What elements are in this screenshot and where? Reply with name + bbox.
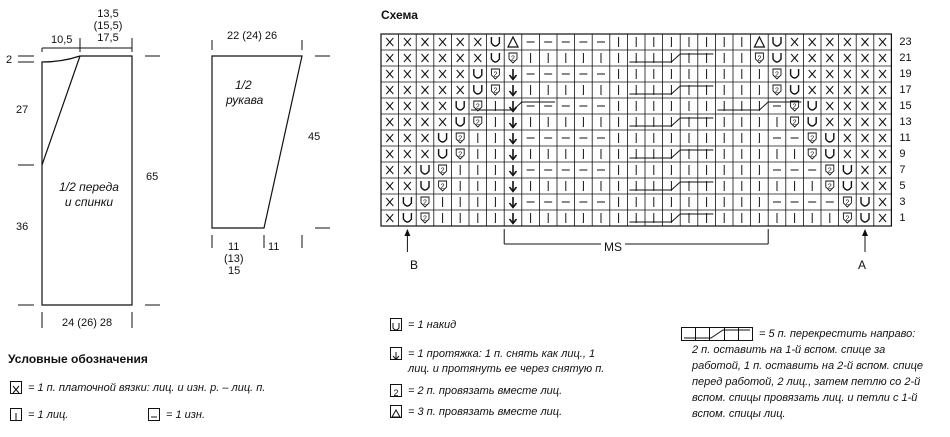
svg-text:2: 2	[792, 119, 797, 127]
cable-cross-symbol-icon	[681, 327, 753, 341]
knit-stitch-symbol-icon	[10, 408, 22, 421]
row-number: 21	[899, 52, 912, 64]
row-number: 1	[899, 212, 906, 224]
svg-text:2: 2	[493, 71, 498, 79]
row-number: 5	[899, 180, 906, 192]
svg-text:2: 2	[440, 167, 445, 175]
legend-purl-text: = 1 изн.	[166, 409, 205, 421]
front-armhole-height: 27	[16, 104, 29, 116]
front-back-schematic	[0, 0, 200, 340]
legend-cable-text-6: вспом. спицы лиц.	[692, 408, 786, 420]
legend-slip-pass-text-2: лиц. и протянуть ее через снятую п.	[408, 363, 605, 375]
chart-title: Схема	[381, 8, 418, 22]
svg-text:2: 2	[393, 388, 399, 398]
row-number: 13	[899, 116, 912, 128]
row-number: 7	[899, 164, 906, 176]
legend-cable-text-4: перед работой, 2 лиц., затем петлю со 2-й	[692, 376, 921, 388]
sleeve-bottom-left-1: 11	[228, 241, 240, 253]
k3tog-symbol-icon	[390, 405, 402, 418]
legend-garter-text: = 1 п. платочной вязки: лиц. и изн. р. – лиц. п.	[28, 382, 266, 394]
svg-text:2: 2	[458, 151, 463, 159]
legend-cable-text-5: вспом. спицы провязать лиц. и петли с 1-й	[692, 392, 918, 404]
sleeve-bottom-right: 11	[268, 241, 280, 253]
front-top-left-width: 10,5	[51, 34, 73, 46]
slip-pass-symbol-icon	[390, 347, 402, 360]
svg-text:2: 2	[757, 55, 762, 63]
legend-cable-text-2: 2 п. оставить на 1-й вспом. спице за	[692, 344, 886, 356]
front-total-height: 65	[146, 171, 159, 183]
svg-text:2: 2	[423, 215, 427, 223]
marker-b-arrow-head	[404, 229, 410, 236]
yarn-over-symbol-icon	[390, 318, 402, 331]
front-bottom-width: 24 (26) 28	[62, 317, 113, 329]
svg-text:2: 2	[827, 167, 832, 175]
svg-text:2: 2	[493, 87, 498, 95]
legend-yarn-over-text: = 1 накид	[408, 319, 457, 331]
svg-text:2: 2	[845, 199, 850, 207]
row-number: 17	[899, 84, 912, 96]
repeat-label: MS	[601, 241, 625, 254]
svg-text:2: 2	[440, 183, 445, 191]
svg-text:2: 2	[511, 55, 515, 63]
sleeve-height: 45	[308, 131, 321, 143]
front-shoulder-drop: 2	[6, 54, 13, 66]
front-top-right-width-3: 17,5	[97, 32, 119, 44]
row-number: 23	[899, 36, 912, 48]
marker-b-label: B	[410, 258, 419, 272]
svg-text:2: 2	[827, 183, 832, 191]
svg-text:2: 2	[775, 87, 779, 95]
svg-text:2: 2	[810, 135, 815, 143]
knit-x-symbol-icon	[10, 381, 22, 394]
row-number: 19	[899, 68, 912, 80]
sleeve-label-2: рукава	[226, 93, 264, 107]
svg-text:2: 2	[845, 215, 850, 223]
legend-k2tog-text: = 2 п. провязать вместе лиц.	[408, 385, 563, 397]
legend-title: Условные обозначения	[8, 352, 148, 366]
svg-text:2: 2	[475, 103, 480, 111]
legend-slip-pass-text-1: = 1 протяжка: 1 п. снять как лиц., 1	[408, 348, 596, 360]
marker-a-label: A	[858, 258, 867, 272]
svg-text:2: 2	[775, 71, 779, 79]
front-top-right-width-1: 13,5	[97, 8, 119, 20]
svg-text:2: 2	[810, 151, 815, 159]
svg-text:2: 2	[475, 119, 480, 127]
svg-text:2: 2	[792, 103, 797, 111]
sleeve-label-1: 1/2	[235, 78, 252, 92]
row-number: 11	[899, 132, 911, 144]
sleeve-bottom-left-2: (13)	[224, 253, 244, 265]
legend-cable-text-3: работой, 1 п. оставить на 2-й вспом. спице	[692, 360, 923, 372]
legend-k3tog-text: = 3 п. провязать вместе лиц.	[408, 406, 563, 418]
sleeve-top-width: 22 (24) 26	[227, 30, 278, 42]
front-label-1: 1/2 переда	[59, 180, 119, 194]
row-number: 15	[899, 100, 912, 112]
legend-cable-text-1: = 5 п. перекрестить направо:	[759, 328, 916, 340]
svg-text:2: 2	[458, 135, 463, 143]
legend-knit-text: = 1 лиц.	[28, 409, 69, 421]
front-label-2: и спинки	[64, 195, 114, 209]
front-lower-height: 36	[16, 221, 29, 233]
front-top-right-width-2: (15,5)	[93, 20, 123, 32]
purl-stitch-symbol-icon	[148, 408, 160, 421]
k2tog-symbol-icon	[390, 384, 402, 397]
marker-a-arrow-head	[862, 229, 868, 236]
sleeve-bottom-left-3: 15	[228, 265, 241, 277]
stitch-chart	[380, 33, 900, 265]
row-number: 3	[899, 196, 906, 208]
svg-text:2: 2	[423, 199, 427, 207]
row-number: 9	[899, 148, 906, 160]
